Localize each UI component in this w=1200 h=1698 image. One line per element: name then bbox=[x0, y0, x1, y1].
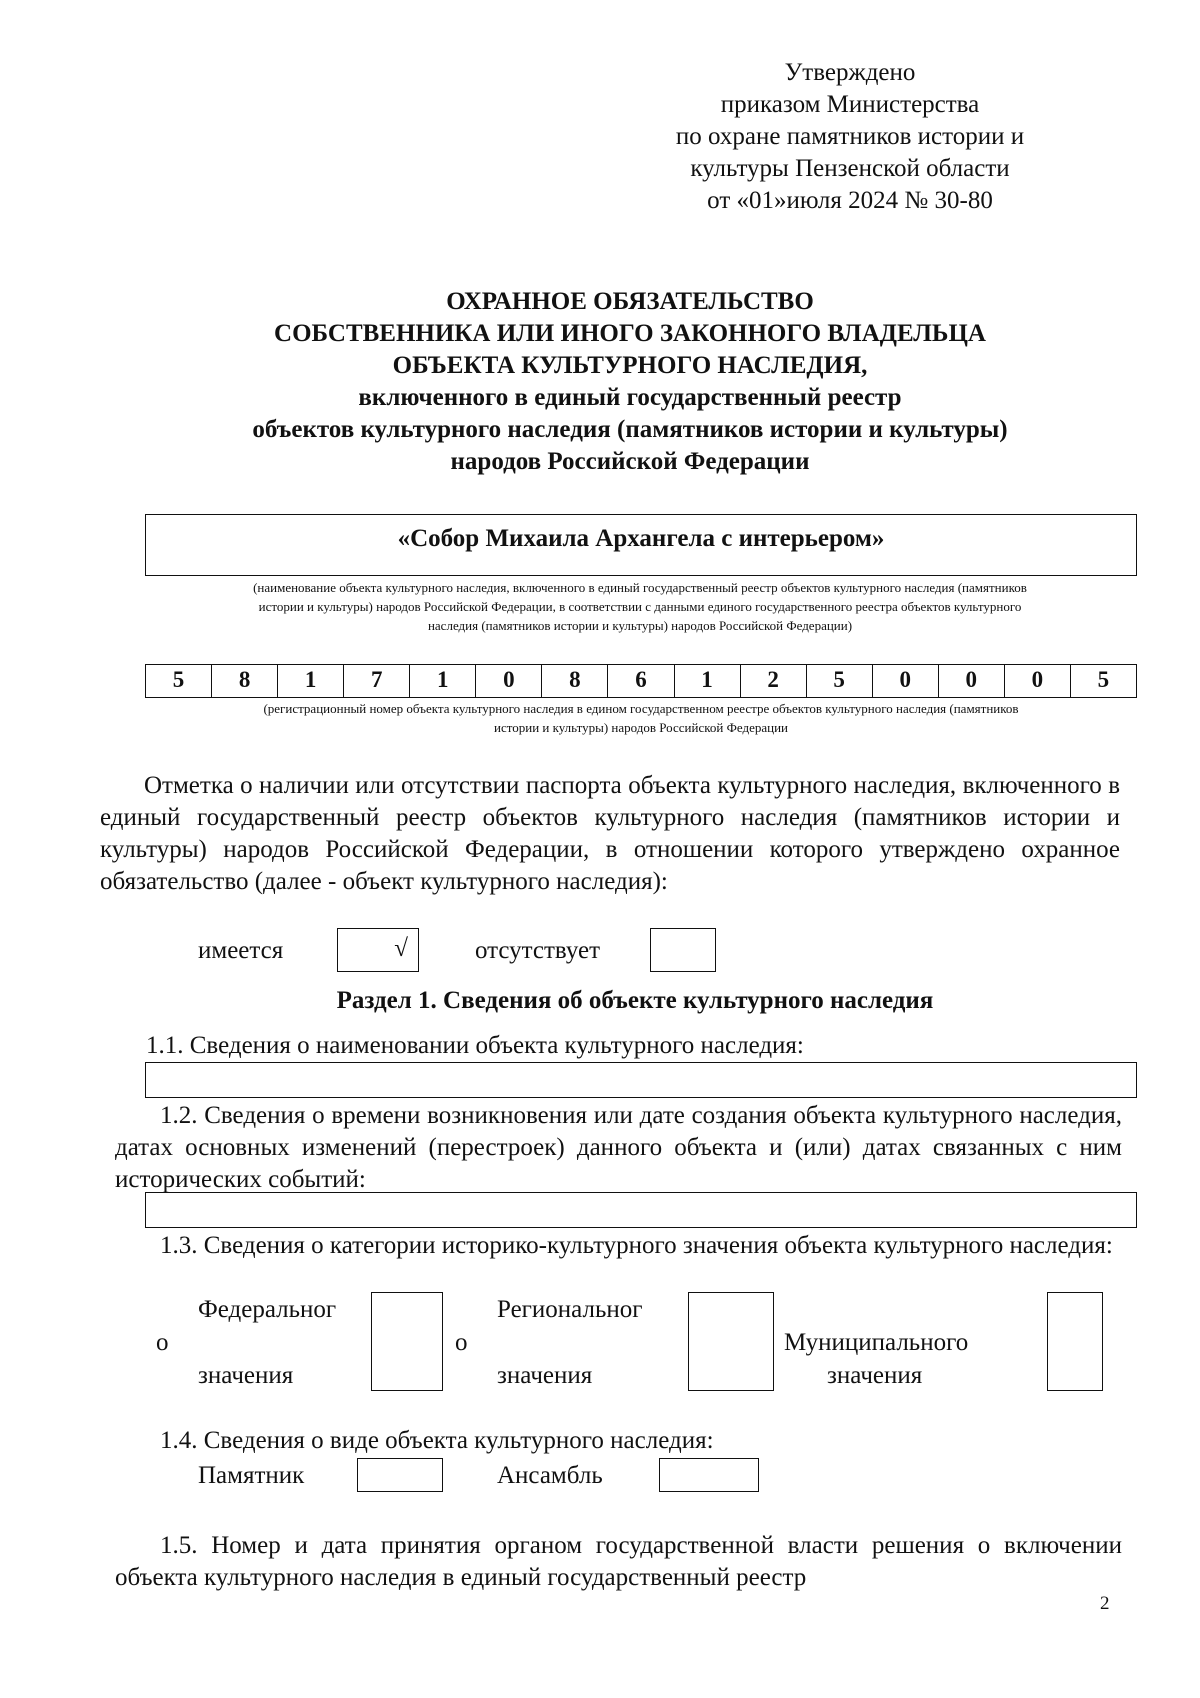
reg-digit: 6 bbox=[608, 665, 674, 697]
section-1-3-label bbox=[115, 1230, 1122, 1262]
ensemble-label: Ансамбль bbox=[497, 1462, 603, 1489]
approval-line: приказом Министерства bbox=[720, 91, 980, 118]
federal-label-line2: о bbox=[156, 1329, 169, 1356]
document-title bbox=[130, 286, 1130, 478]
caption-line: наследия (памятников истории и культуры) народов Российской Федерации) bbox=[427, 618, 853, 633]
reg-digit: 5 bbox=[146, 665, 212, 697]
municipal-label-line1: Муниципального bbox=[784, 1329, 969, 1356]
approval-block bbox=[600, 57, 1100, 217]
regional-label-line2: о bbox=[455, 1329, 468, 1356]
section-1-heading: Раздел 1. Сведения об объекте культурного наследия bbox=[336, 987, 934, 1014]
section-1-5-label bbox=[115, 1530, 1122, 1594]
regional-label-line3: значения bbox=[497, 1362, 593, 1389]
passport-has-label: имеется bbox=[198, 937, 284, 964]
municipal-label-line2: значения bbox=[827, 1362, 923, 1389]
object-name-caption bbox=[130, 578, 1150, 635]
reg-digit: 1 bbox=[278, 665, 344, 697]
passport-absent-label: отсутствует bbox=[475, 937, 601, 964]
creation-date-field[interactable] bbox=[145, 1192, 1137, 1228]
reg-number-caption bbox=[145, 699, 1137, 737]
reg-digit: 7 bbox=[344, 665, 410, 697]
regional-checkbox[interactable] bbox=[688, 1292, 774, 1391]
caption-line: (наименование объекта культурного наследия, включенного в единый государственный реестр объектов культурного наследия (памятников bbox=[253, 580, 1027, 595]
title-line: народов Российской Федерации bbox=[450, 448, 810, 475]
regional-label-line1: Региональног bbox=[497, 1296, 643, 1323]
passport-has-checkbox[interactable] bbox=[337, 928, 419, 972]
title-line: СОБСТВЕННИКА ИЛИ ИНОГО ЗАКОННОГО ВЛАДЕЛЬЦА bbox=[274, 320, 986, 347]
reg-digit: 1 bbox=[410, 665, 476, 697]
reg-digit: 2 bbox=[741, 665, 807, 697]
reg-digit: 8 bbox=[542, 665, 608, 697]
checkmark-icon: √ bbox=[394, 935, 408, 962]
caption-line: истории и культуры) народов Российской Федерации bbox=[494, 720, 788, 735]
section-1-1-label: 1.1. Сведения о наименовании объекта культурного наследия: bbox=[146, 1032, 804, 1059]
passport-text: Отметка о наличии или отсутствии паспорта объекта культурного наследия, включенного в единый государственный реестр объектов культурного наследия (памятников истории и культуры) народов Российской Федерации, в отношении которого утверждено охранное обязательство (далее - объект культурного наследия): bbox=[100, 772, 1120, 895]
page-number: 2 bbox=[1100, 1593, 1110, 1614]
reg-digit: 0 bbox=[873, 665, 939, 697]
reg-digit: 0 bbox=[476, 665, 542, 697]
title-line: включенного в единый государственный реестр bbox=[358, 384, 902, 411]
reg-digit: 5 bbox=[1097, 667, 1110, 692]
approval-line: от «01»июля 2024 № 30-80 bbox=[707, 187, 993, 214]
reg-digit: 0 bbox=[1005, 665, 1071, 697]
passport-paragraph bbox=[100, 770, 1120, 898]
title-line: ОБЪЕКТА КУЛЬТУРНОГО НАСЛЕДИЯ, bbox=[392, 352, 868, 379]
approval-line: Утверждено bbox=[784, 59, 916, 86]
reg-digit: 5 bbox=[807, 665, 873, 697]
object-name: «Собор Михаила Архангела с интерьером» bbox=[397, 525, 885, 552]
section-1-5-text: 1.5. Номер и дата принятия органом государственной власти решения о включении объекта культурного наследия в единый государственный реестр bbox=[115, 1532, 1122, 1591]
object-name-box bbox=[145, 514, 1137, 576]
federal-checkbox[interactable] bbox=[371, 1292, 443, 1391]
ensemble-checkbox[interactable] bbox=[659, 1458, 759, 1492]
reg-digit: 1 bbox=[675, 665, 741, 697]
caption-line: (регистрационный номер объекта культурного наследия в едином государственном реестре объектов культурного наследия (памятников bbox=[263, 701, 1019, 716]
reg-digit: 0 bbox=[939, 665, 1005, 697]
title-line: объектов культурного наследия (памятников истории и культуры) bbox=[252, 416, 1008, 443]
approval-line: по охране памятников истории и bbox=[675, 123, 1025, 150]
title-line: ОХРАННОЕ ОБЯЗАТЕЛЬСТВО bbox=[446, 288, 814, 315]
federal-label-line3: значения bbox=[198, 1362, 294, 1389]
monument-label: Памятник bbox=[198, 1462, 305, 1489]
section-1-2-text: 1.2. Сведения о времени возникновения или дате создания объекта культурного наследия, датах основных изменений (перестроек) данного объекта и (или) датах связанных с ним исторических событий: bbox=[115, 1102, 1122, 1193]
object-name-field[interactable] bbox=[145, 1062, 1137, 1098]
passport-absent-checkbox[interactable] bbox=[650, 928, 716, 972]
municipal-checkbox[interactable] bbox=[1047, 1292, 1103, 1391]
monument-checkbox[interactable] bbox=[357, 1458, 443, 1492]
federal-label-line1: Федеральног bbox=[198, 1296, 337, 1323]
section-1-4-label: 1.4. Сведения о виде объекта культурного наследия: bbox=[160, 1427, 714, 1454]
section-1-2-label bbox=[115, 1100, 1122, 1196]
section-1-3-text: 1.3. Сведения о категории историко-культурного значения объекта культурного наследия: bbox=[160, 1232, 1113, 1259]
caption-line: истории и культуры) народов Российской Федерации, в соответствии с данными единого государственного реестра объектов культурного bbox=[258, 599, 1022, 614]
reg-digit: 8 bbox=[212, 665, 278, 697]
registration-number-row bbox=[145, 664, 1137, 698]
approval-line: культуры Пензенской области bbox=[690, 155, 1010, 182]
